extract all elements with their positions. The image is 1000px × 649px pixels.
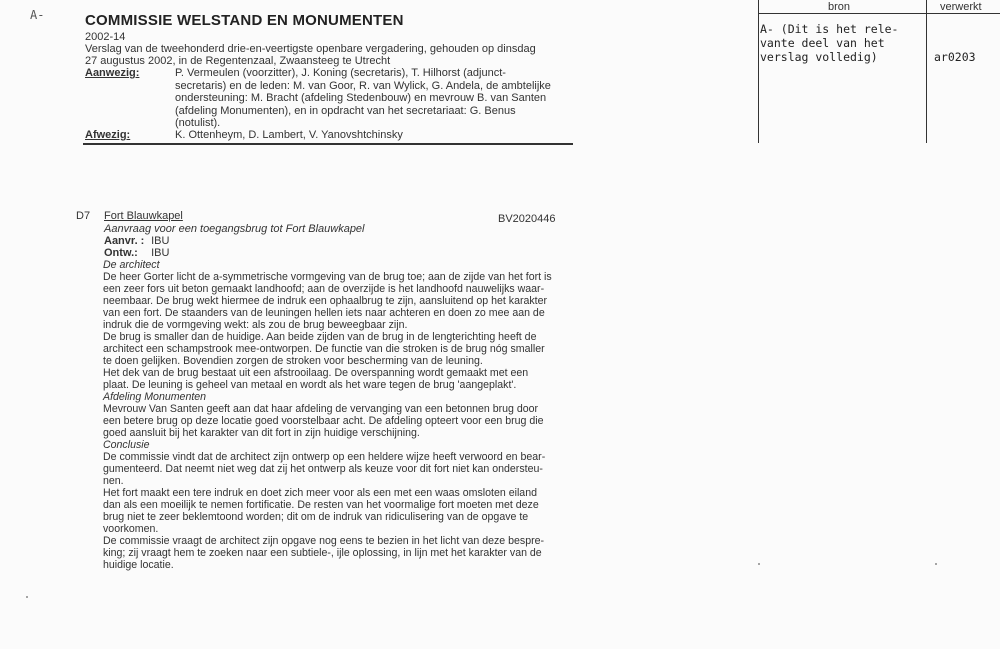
present-list [175, 67, 575, 130]
section-heading: Conclusie [103, 439, 150, 451]
scan-speck [758, 563, 760, 565]
body-line: De commissie vindt dat de architect zijn ontwerp op een heldere wijze heeft verwoord en bear- [103, 451, 546, 463]
body-line: een betere brug op deze locatie goed voorstelbaar acht. De afdeling opteert voor een brug die [103, 415, 544, 427]
body-line: king; zij vraagt hem te zoeken naar een subtiele-, ijle oplossing, in lijn met het karakter van de [103, 547, 542, 559]
designer-row [104, 247, 169, 259]
section-heading: Afdeling Monumenten [103, 391, 207, 403]
column-header-processed: verwerkt [940, 1, 982, 13]
body-line: neembaar. De brug wekt hiermee de indruk een ophaalbrug te zijn, aansluitend op het karakter [103, 295, 548, 307]
body-line: architect een schampstrook mee-ontworpen. De functie van die stroken is de brug nóg smaller [103, 343, 545, 355]
item-body [103, 259, 563, 571]
body-line: De brug is smaller dan de huidige. Aan beide zijden van de brug in de lengterichting heeft de [103, 331, 537, 343]
source-note [760, 22, 930, 64]
table-border-left [758, 0, 759, 143]
source-table [758, 0, 1000, 143]
body-line: Het dek van de brug bestaat uit een afstrooilaag. De overspanning wordt gemaakt met een [103, 367, 529, 379]
body-line: voorkomen. [103, 523, 159, 535]
source-note-line: vante deel van het [760, 36, 885, 50]
item-title: Fort Blauwkapel [104, 210, 183, 222]
applicant-row [104, 235, 169, 247]
body-line: indruk die de vormgeving wekt: als zou de brug beweegbaar zijn. [103, 319, 408, 331]
present-label: Aanwezig: [85, 67, 140, 79]
present-line: secretaris) en de leden: M. van Goor, R. van Wylick, G. Andela, de ambtelijke [175, 79, 551, 92]
margin-mark: A- [30, 8, 45, 22]
present-line: P. Vermeulen (voorzitter), J. Koning (secretaris), T. Hilhorst (adjunct- [175, 67, 506, 79]
body-line: De commissie vraagt de architect zijn opgave nog eens te bezien in het licht van deze bespre- [103, 535, 545, 547]
report-number: 2002-14 [85, 31, 126, 43]
present-label-row [85, 67, 175, 80]
page-title: COMMISSIE WELSTAND EN MONUMENTEN [85, 12, 404, 29]
table-header-divider [758, 13, 1000, 14]
scan-speck [26, 596, 28, 598]
scan-speck [935, 563, 937, 565]
body-line: nen. [103, 475, 124, 487]
header-divider [83, 143, 573, 145]
processed-code: ar0203 [934, 50, 976, 64]
body-line: te doen gelijken. Bovendien zorgen de stroken voor bescherming van de leuning. [103, 355, 483, 367]
applicant-value: IBU [151, 235, 170, 247]
report-line-2: 27 augustus 2002, in de Regentenzaal, Zwaansteeg te Utrecht [85, 55, 391, 67]
body-line: dan als een moeilijk te nemen fortificatie. De resten van het voormalige fort moeten met deze [103, 499, 539, 511]
absent-label: Afwezig: [85, 129, 131, 141]
body-line: huidige locatie. [103, 559, 174, 571]
column-header-source: bron [828, 1, 851, 13]
body-line: Het fort maakt een tere indruk en doet zich meer voor als een met een waas omsloten eiland [103, 487, 537, 499]
item-number: D7 [76, 210, 91, 222]
body-line: van een fort. De staanders van de leuningen hellen iets naar achteren en doen zo mee aan de [103, 307, 545, 319]
present-line: (notulist). [175, 117, 221, 129]
source-note-line: verslag volledig) [760, 50, 878, 64]
body-line: De heer Gorter licht de a-symmetrische vormgeving van de brug toe; aan de zijde van het fort is [103, 271, 552, 283]
body-line: goed aansluit bij het karakter van dit fort in zijn huidige verschijning. [103, 427, 420, 439]
item-subtitle: Aanvraag voor een toegangsbrug tot Fort Blauwkapel [104, 223, 365, 235]
body-line: Mevrouw Van Santen geeft aan dat haar afdeling de vervanging van een betonnen brug door [103, 403, 539, 415]
present-line: ondersteuning: M. Bracht (afdeling Stedenbouw) en mevrouw B. van Santen [175, 92, 547, 104]
designer-value: IBU [151, 247, 170, 259]
applicant-label: Aanvr. : [104, 235, 145, 247]
report-line-1: Verslag van de tweehonderd drie-en-veertigste openbare vergadering, gehouden op dinsdag [85, 43, 536, 55]
body-line: plaat. De leuning is geheel van metaal en wordt als het ware tegen de brug 'aangeplakt'. [103, 379, 517, 391]
present-line: (afdeling Monumenten), en in opdracht van het secretariaat: G. Benus [175, 104, 516, 117]
absent-label-row [85, 129, 175, 142]
section-heading: De architect [103, 259, 160, 271]
absent-list: K. Ottenheym, D. Lambert, V. Yanovshtchinsky [175, 129, 403, 141]
item-code: BV2020446 [498, 213, 556, 225]
body-line: brug niet te zeer beklemtoond worden; dit om de indruk van ridiculisering van de opgave te [103, 511, 529, 523]
designer-label: Ontw.: [104, 247, 138, 259]
body-line: een zeer fors uit beton gemaakt landhoofd; aan de overzijde is het landhoofd nauwelijks waar- [103, 283, 545, 295]
body-line: gumenteerd. Dat neemt niet weg dat zij het ontwerp als keuze voor dit fort niet kan ondersteu- [103, 463, 543, 475]
source-note-line: A- (Dit is het rele- [760, 22, 899, 36]
